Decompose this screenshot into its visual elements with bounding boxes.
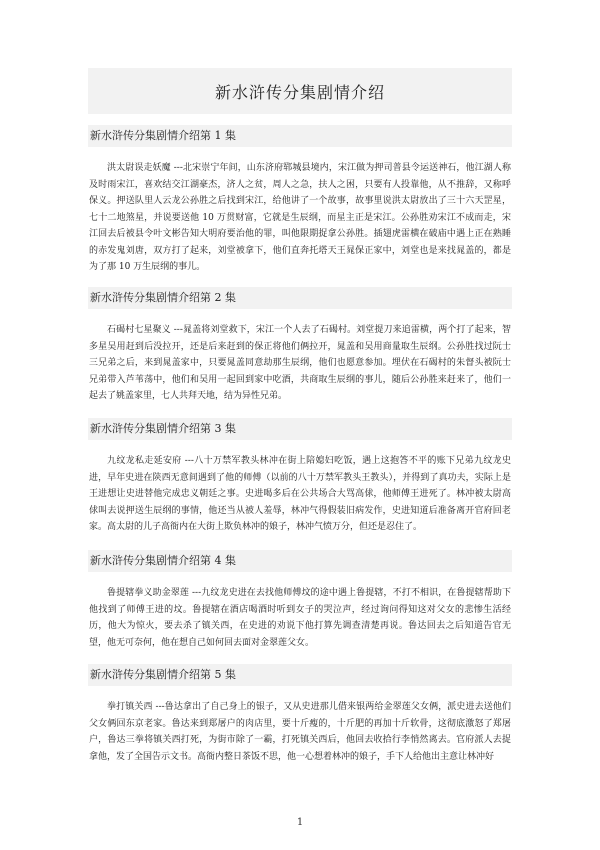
page-number: 1 bbox=[296, 817, 304, 828]
episode-section-1 bbox=[88, 125, 512, 276]
episode-summary: 洪太尉误走妖魔 ---北宋崇宁年间，山东济府郓城县境内，宋江做为押司普县令运送神石，他江湖人称及时雨宋江，喜欢结交江湖豪杰，济人之贫，周人之急，扶人之困，只要有人投靠他，从不推辞，又称呼保义。押送队里人云龙公孙胜之后找到宋江，给他讲了一个故事，故事里说洪太尉放出了三十六天罡星，七十二地煞星，并说要送他 10 万贯财富，它就是生辰纲，而星主正是宋江。公孙胜劝宋江不成而走，宋江回去后被县令叶文彬告知大明府要治他的罪，叫他限期捉拿公孙胜。插翅虎雷横在破庙中遇上正在熟睡的赤发鬼刘唐，双方打了起来，刘堂被拿下，他们直奔托塔天王晁保正家中，刘堂也是来找晁盖的，都是为了那 10 万生辰纲的事儿。 bbox=[89, 163, 511, 272]
episode-heading: 新水浒传分集剧情介绍第 2 集 bbox=[88, 287, 512, 309]
episode-summary: 石碣村七星聚义 ---晁盖将刘堂救下，宋江一个人去了石碣村。刘堂提刀来追雷横，两个打了起来，智多星吴用赶到后没拉开，还是后来赶到的保正将他们俩拉开，晁盖和吴用商量取生辰纲。公孙胜找过阮士三兄弟之后，来到晁盖家中，只要晁盖同意劫那生辰纲，他们也愿意参加。埋伏在石碣村的朱督头被阮士兄弟带入芦苇荡中，他们和吴用一起回到家中吃酒，共商取生辰纲的事儿，随后公孙胜来赶来了，他们一起去了姚盖家里，七人共拜天地，结为异性兄弟。 bbox=[89, 325, 511, 401]
episode-section-5 bbox=[88, 664, 512, 765]
episode-summary: 鲁提辖拳义助金翠莲 ---九纹龙史进在去找他师傅坟的途中遇上鲁提辖，不打不相识，在鲁提辖帮助下他找到了师傅王进的坟。鲁提辖在酒店喝酒时听到女子的哭泣声，经过询问得知这对父女的悲惨生活经历，他大为惊火，要去杀了镇关西，在史进的劝说下他打算先调查清楚再说。鲁达回去之后知道告官无望，他无可奈何，他在想自己如何回去面对金翠莲父女。 bbox=[89, 588, 511, 648]
episode-section-3 bbox=[88, 418, 512, 536]
episode-section-4 bbox=[88, 550, 512, 651]
episode-heading: 新水浒传分集剧情介绍第 5 集 bbox=[88, 664, 512, 686]
episode-heading: 新水浒传分集剧情介绍第 1 集 bbox=[88, 125, 512, 147]
episode-heading: 新水浒传分集剧情介绍第 3 集 bbox=[88, 418, 512, 440]
episode-section-2 bbox=[88, 287, 512, 405]
episode-heading: 新水浒传分集剧情介绍第 4 集 bbox=[88, 550, 512, 572]
title-band bbox=[88, 68, 512, 114]
document-title: 新水浒传分集剧情介绍 bbox=[214, 82, 385, 102]
episode-summary: 九纹龙私走延安府 ---八十万禁军教头林冲在街上陪媳妇吃饭，遇上这抱答不平的账下兄弟九纹龙史进，早年史进在陕西无意间遇到了他的师傅（以前的八十万禁军教头王教头），并得到了真功夫，实际上是王进想让史进替他完成忠义朝廷之事。史进喝多后在公共场合大骂高俅，他师傅王进死了。林冲被太尉高俅叫去说押送生辰纲的事情，他还当从被人羞辱，林冲气得假装旧病发作，史进知道后准备离开官府回老家。高太尉的儿子高衙内在大街上欺负林冲的娘子，林冲气愤万分，但还是忍住了。 bbox=[89, 456, 511, 532]
episode-summary: 拳打镇关西 ---鲁达拿出了自己身上的银子，又从史进那儿借来银两给金翠莲父女俩，派史进去送他们父女俩回东京老家。鲁达来到郑屠户的肉店里，要十斤瘦的，十斤肥的再加十斤软骨，这彻底激怒了郑屠户，鲁达三拳将镇关西打死，为街市除了一霸，打死镇关西后，他回去收拾行李悄然离去。官府派人去捉拿他，发了全国告示文书。高衙内整日茶饭不思，他一心想着林冲的娘子，手下人给他出主意让林冲好 bbox=[89, 702, 511, 762]
